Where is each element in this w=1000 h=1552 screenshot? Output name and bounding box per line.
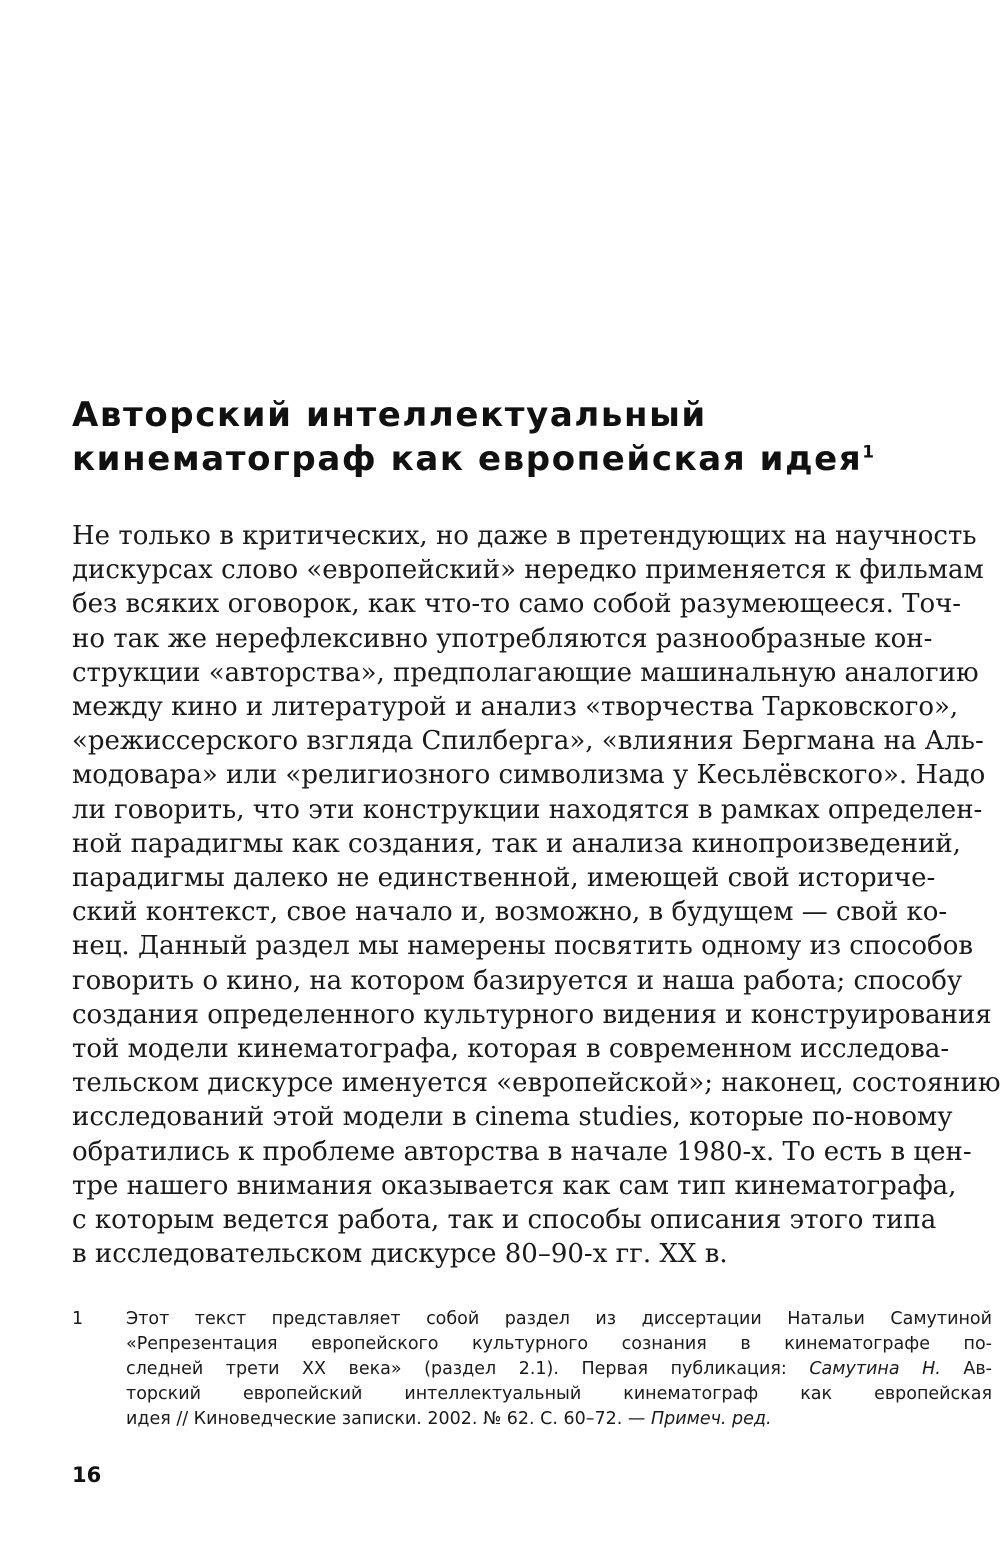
page-number: 16 xyxy=(72,1463,102,1487)
footnote-text-segment: Ав- xyxy=(940,1359,992,1379)
body-line: но так же нерефлексивно употребляются разнообразные кон- xyxy=(72,623,933,654)
body-line: ский контекст, свое начало и, возможно, в будущем — свой ко- xyxy=(72,897,948,928)
footnote-line: Этот текст представляет собой раздел из диссертации Натальи Самутиной xyxy=(126,1309,992,1329)
footnote-text-segment: идея // Киноведческие записки. 2002. № 62. С. 60–72. — xyxy=(126,1409,651,1429)
footnote-line xyxy=(126,1357,992,1382)
body-line: без всяких оговорок, как что-то само собой разумеющееся. Точ- xyxy=(72,589,962,620)
body-line: струкции «авторства», предполагающие машинальную аналогию xyxy=(72,657,979,688)
body-line: модовара» или «религиозного символизма у Кесьлёвского». Надо xyxy=(72,760,986,791)
footnote-number: 1 xyxy=(72,1309,84,1329)
chapter-title-line-2-text: кинематограф как европейская идея xyxy=(72,439,863,479)
body-line: ной парадигмы как создания, так и анализа кинопроизведений, xyxy=(72,828,961,859)
footnote-line xyxy=(126,1407,992,1432)
body-line: с которым ведется работа, так и способы описания этого типа xyxy=(72,1205,937,1236)
chapter-title-line-2 xyxy=(72,437,932,481)
body-line: в исследовательском дискурсе 80–90-х гг. XX в. xyxy=(72,1239,728,1270)
body-line: тре нашего внимания оказывается как сам тип кинематографа, xyxy=(72,1170,957,1201)
body-line: той модели кинематографа, которая в современном исследова- xyxy=(72,1034,950,1065)
body-line: нец. Данный раздел мы намерены посвятить одному из способов xyxy=(72,931,973,962)
body-line: обратились к проблеме авторства в начале 1980-х. То есть в цен- xyxy=(72,1136,972,1167)
body-line: дискурсах слово «европейский» нередко применяется к фильмам xyxy=(72,555,984,586)
body-line: «режиссерского взгляда Спилберга», «влияния Бергмана на Аль- xyxy=(72,726,984,757)
body-line: Не только в критических, но даже в претендующих на научность xyxy=(72,521,977,551)
footnote-author: Самутина Н. xyxy=(809,1359,941,1379)
footnote-line: торский европейский интеллектуальный кинематограф как европейская xyxy=(126,1384,992,1404)
editor-note: Примеч. ред. xyxy=(650,1409,772,1429)
body-line: исследований этой модели в cinema studies, которые по-новому xyxy=(72,1102,953,1133)
body-line: тельском дискурсе именуется «европейской»; наконец, состоянию xyxy=(72,1068,1000,1099)
footnote-line: «Репрезентация европейского культурного сознания в кинематографе по- xyxy=(126,1334,992,1354)
footnote-text xyxy=(126,1307,992,1432)
body-line: между кино и литературой и анализ «творчества Тарковского», xyxy=(72,692,959,723)
body-line: ли говорить, что эти конструкции находятся в рамках определен- xyxy=(72,794,983,825)
chapter-title xyxy=(72,393,932,481)
body-line: парадигмы далеко не единственной, имеющей свой историче- xyxy=(72,863,936,894)
body-line: создания определенного культурного видения и конструирования xyxy=(72,999,992,1030)
chapter-title-line-1: Авторский интеллектуальный xyxy=(72,395,707,435)
body-line: говорить о кино, на котором базируется и наша работа; способу xyxy=(72,965,963,996)
footnote-marker[interactable]: 1 xyxy=(862,442,875,463)
footnote-text-segment: следней трети XX века» (раздел 2.1). Первая публикация: xyxy=(126,1359,810,1379)
body-paragraph xyxy=(72,519,1000,1271)
